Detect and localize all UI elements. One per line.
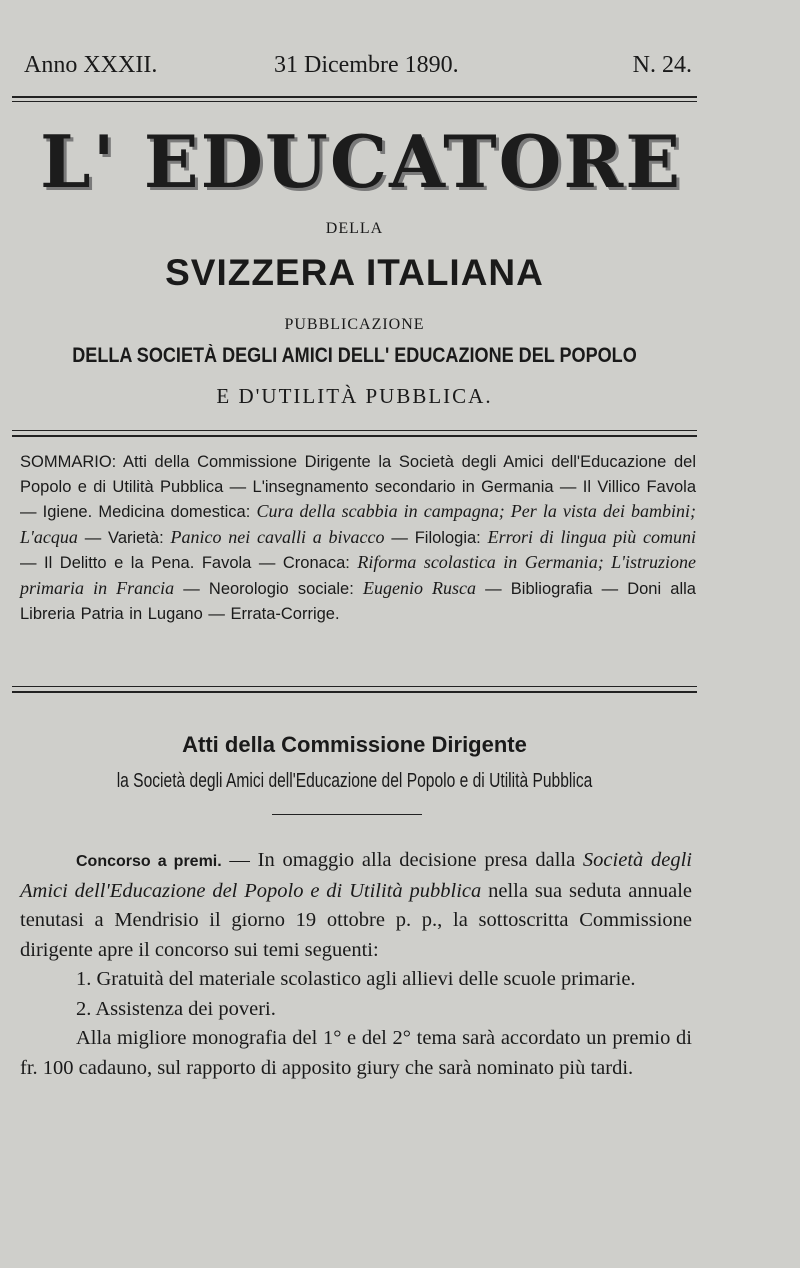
issue-date: 31 Dicembre 1890.: [274, 52, 459, 78]
sommario-rule: [12, 691, 697, 693]
paragraph: Concorso a premi. — In omaggio alla decisione presa dalla Società degli Amici dell'Educazione del Popolo e di Utilità pubblica nella sua seduta annuale tenutasi a Mendrisio il giorno 19 ottobre p. p., la sottoscritta Commissione dirigente apre il concorso sui temi seguenti:: [20, 849, 693, 961]
paragraph: 2. Assistenza dei poveri.: [76, 997, 276, 1020]
issue-header: [24, 52, 692, 82]
masthead-utilita: E D'UTILITÀ PUBBLICA.: [216, 384, 493, 408]
masthead-pubblicazione: PUBBLICAZIONE: [284, 316, 425, 333]
sommario-rule: [12, 686, 697, 687]
sommario: SOMMARIO: Atti della Commissione Dirigente la Società degli Amici dell'Educazione del Popolo e di Utilità Pubblica — L'insegnamento secondario in Germania — Il Villico Favola — Igiene. Medicina domestica: Cura della scabbia in campagna; Per la vista dei bambini; L'acqua — Varietà: Panico nei cavalli a bivacco — Filologia: Errori di lingua più comuni — Il Delitto e la Pena. Favola — Cronaca: Riforma scolastica in Germania; L'istruzione primaria in Francia — Neorologio sociale: Eugenio Rusca — Bibliografia — Doni alla Libreria Patria in Lugano — Errata-Corrige.: [20, 453, 697, 623]
paragraph: Alla migliore monografia del 1° e del 2° tema sarà accordato un premio di fr. 100 cadauno, sul rapporto di apposito giury che sarà nominato più tardi.: [20, 1027, 692, 1079]
title-divider: [272, 814, 422, 815]
issue-year: Anno XXXII.: [24, 52, 158, 78]
masthead-della: DELLA: [325, 220, 384, 237]
paragraph: 1. Gratuità del materiale scolastico agli allievi delle scuole primarie.: [76, 968, 636, 990]
article-subtitle: la Società degli Amici dell'Educazione del Popolo e di Utilità Pubblica: [116, 770, 593, 792]
header-rule: [12, 101, 697, 102]
header-rule: [12, 96, 697, 98]
masthead-title: L' EDUCATORE: [40, 119, 683, 204]
masthead-rule: [12, 430, 697, 431]
issue-number: N. 24.: [632, 52, 692, 78]
masthead-rule: [12, 435, 697, 437]
article-body: [20, 846, 692, 1083]
runin-heading: Concorso a premi.: [76, 853, 222, 870]
masthead-societa: DELLA SOCIETÀ DEGLI AMICI DELL' EDUCAZIONE DEL POPOLO: [72, 344, 637, 367]
masthead-subtitle: SVIZZERA ITALIANA: [165, 252, 544, 293]
article-title: Atti della Commissione Dirigente: [182, 732, 527, 757]
